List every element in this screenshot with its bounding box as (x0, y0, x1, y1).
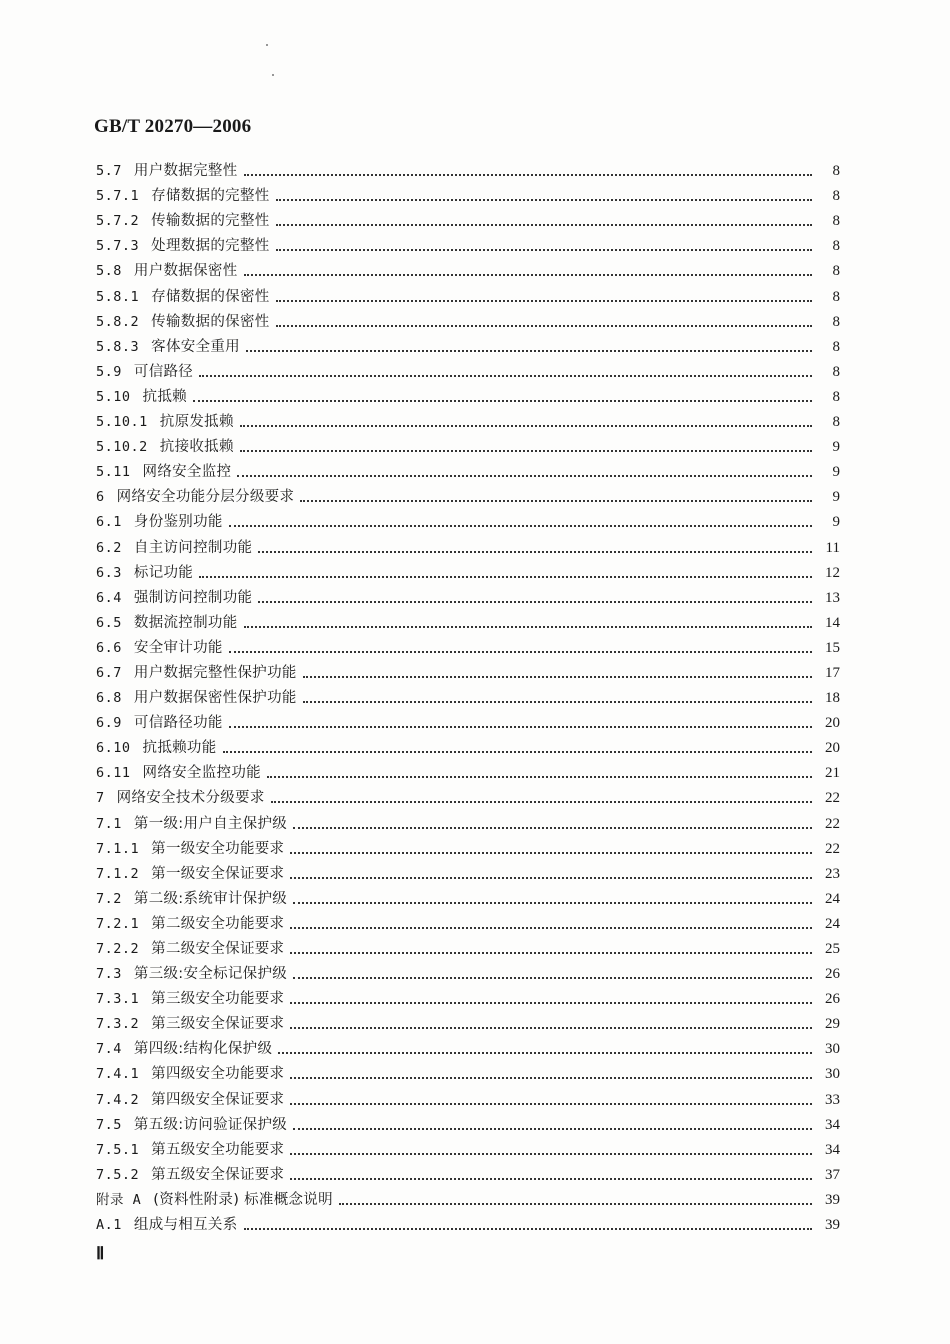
toc-dot-leader (290, 852, 812, 854)
toc-entry-page: 8 (832, 213, 840, 230)
toc-entry-number: 6.10 (96, 740, 131, 757)
toc-entry-page: 26 (825, 991, 840, 1008)
toc-dot-leader (223, 751, 812, 753)
toc-entry-title: 第四级安全保证要求 (151, 1091, 285, 1108)
toc-entry-page: 33 (825, 1091, 840, 1108)
toc-dot-leader (258, 551, 812, 553)
toc-entry-page: 34 (825, 1141, 840, 1158)
toc-entry-title: 传输数据的完整性 (151, 213, 270, 230)
toc-entry-title: 可信路径功能 (133, 715, 223, 732)
toc-entry-page: 24 (825, 890, 840, 907)
toc-entry-number: 5.8.2 (96, 313, 140, 330)
toc-entry-number: 5.8.1 (96, 288, 140, 305)
toc-entry-page: 17 (825, 664, 840, 681)
toc-entry-number: 5.7 (96, 163, 122, 180)
toc-dot-leader (293, 1128, 812, 1130)
toc-entry-title: 第四级安全功能要求 (151, 1066, 285, 1083)
toc-entry-number: 6.4 (96, 589, 122, 606)
toc-entry-title: 抗抵赖功能 (142, 740, 217, 757)
toc-entry-title: 第五级安全功能要求 (151, 1141, 285, 1158)
toc-dot-leader (246, 350, 812, 352)
toc-entry (96, 431, 840, 456)
toc-entry (96, 682, 840, 707)
toc-entry (96, 456, 840, 481)
toc-entry-number: 6.11 (96, 765, 131, 782)
toc-entry-page: 8 (832, 338, 840, 355)
toc-entry (96, 908, 840, 933)
toc-dot-leader (199, 576, 812, 578)
toc-dot-leader (276, 300, 812, 302)
toc-entry-page: 20 (825, 715, 840, 732)
toc-entry-number: 7.4 (96, 1041, 122, 1058)
toc-dot-leader (290, 1178, 812, 1180)
standard-number: GB/T 20270—2006 (94, 116, 252, 137)
toc-entry-number: 6.3 (96, 564, 122, 581)
toc-dot-leader (244, 626, 813, 628)
toc-entry-number: 5.7.1 (96, 188, 140, 205)
toc-dot-leader (244, 274, 813, 276)
toc-entry-title: 第一级安全保证要求 (151, 865, 285, 882)
toc-entry (96, 983, 840, 1008)
toc-dot-leader (244, 174, 813, 176)
toc-entry (96, 607, 840, 632)
toc-entry-page: 11 (825, 539, 840, 556)
toc-entry-number: 5.7.2 (96, 213, 140, 230)
toc-entry-page: 22 (825, 840, 840, 857)
toc-entry-number: 7.2.1 (96, 915, 140, 932)
toc-entry-page: 13 (825, 589, 840, 606)
page-numeral: Ⅱ (96, 1244, 105, 1263)
toc-dot-leader (271, 801, 812, 803)
toc-entry (96, 858, 840, 883)
toc-entry (96, 1109, 840, 1134)
toc-dot-leader (300, 500, 812, 502)
toc-dot-leader (290, 952, 812, 954)
toc-entry-title: 用户数据保密性保护功能 (133, 690, 297, 707)
toc-dot-leader (240, 450, 812, 452)
toc-entry (96, 230, 840, 255)
toc-entry-page: 8 (832, 313, 840, 330)
toc-entry-title: 传输数据的保密性 (151, 313, 270, 330)
toc-dot-leader (258, 601, 812, 603)
toc-entry-title: 处理数据的完整性 (151, 238, 270, 255)
toc-entry (96, 205, 840, 230)
toc-entry-title: 第二级安全功能要求 (151, 915, 285, 932)
toc-entry (96, 180, 840, 205)
toc-entry-number: 7.1.1 (96, 840, 140, 857)
toc-entry (96, 1184, 840, 1209)
toc-entry-number: 5.10 (96, 388, 131, 405)
toc-entry-page: 9 (832, 514, 840, 531)
toc-entry-number: 6.6 (96, 639, 122, 656)
toc-entry-number: 6.5 (96, 614, 122, 631)
toc-entry (96, 1209, 840, 1234)
toc-entry-title: 用户数据完整性保护功能 (133, 664, 297, 681)
toc-entry (96, 807, 840, 832)
toc-entry-title: 第三级:安全标记保护级 (133, 966, 288, 983)
toc-entry-page: 23 (825, 865, 840, 882)
toc-dot-leader (293, 827, 812, 829)
toc-entry (96, 782, 840, 807)
toc-entry-number: 7.4.1 (96, 1066, 140, 1083)
toc-entry-title: 强制访问控制功能 (133, 589, 253, 606)
toc-dot-leader (244, 1228, 813, 1230)
toc-entry-title: 第二级安全保证要求 (151, 941, 285, 957)
toc-entry (96, 481, 840, 506)
toc-dot-leader (293, 902, 812, 904)
toc-entry-number: 7.4.2 (96, 1091, 140, 1108)
toc-entry-number: 7.1 (96, 815, 122, 832)
toc-entry-page: 8 (832, 238, 840, 255)
toc-dot-leader (193, 400, 812, 402)
toc-entry-title: 网络安全功能分层分级要求 (116, 489, 295, 506)
toc-entry-page: 20 (825, 740, 840, 757)
toc-entry-title: 存储数据的完整性 (151, 188, 270, 205)
toc-entry-title: 安全审计功能 (133, 639, 223, 656)
toc-entry-title: 第三级安全保证要求 (151, 1016, 285, 1033)
toc-dot-leader (237, 475, 812, 477)
toc-dot-leader (276, 224, 812, 226)
toc-entry (96, 255, 840, 280)
toc-entry-title: 第五级:访问验证保护级 (133, 1116, 288, 1133)
toc-entry-title: 用户数据完整性 (133, 163, 238, 180)
toc-entry (96, 833, 840, 858)
toc-dot-leader (240, 425, 812, 427)
toc-entry-page: 22 (825, 790, 840, 807)
toc-entry-number: 7 (96, 790, 105, 807)
toc-entry-number: 6.1 (96, 514, 122, 531)
toc-entry-title: 数据流控制功能 (133, 614, 238, 631)
toc-entry (96, 155, 840, 180)
toc-dot-leader (339, 1203, 812, 1205)
toc-entry-number: 6.8 (96, 690, 122, 707)
toc-dot-leader (303, 676, 812, 678)
toc-entry-number: 5.10.2 (96, 439, 148, 456)
toc-entry-title: 第四级:结构化保护级 (133, 1041, 273, 1058)
toc-entry-title: 组成与相互关系 (133, 1217, 238, 1234)
toc-entry-title: 抗抵赖 (142, 388, 187, 405)
toc-dot-leader (276, 325, 812, 327)
toc-entry-page: 15 (825, 639, 840, 656)
toc-entry-page: 22 (825, 815, 840, 832)
toc-entry-title: 第二级:系统审计保护级 (133, 890, 288, 907)
toc-dot-leader (267, 776, 812, 778)
toc-dot-leader (229, 726, 812, 728)
toc-dot-leader (290, 1103, 812, 1105)
toc-entry-page: 9 (832, 464, 840, 481)
scan-speck (266, 44, 268, 46)
toc-entry-number: 7.2.2 (96, 941, 140, 957)
toc-dot-leader (290, 1027, 812, 1029)
toc-entry (96, 933, 840, 958)
toc-entry-number: 6.7 (96, 664, 122, 681)
toc-dot-leader (303, 701, 812, 703)
toc-entry (96, 1134, 840, 1159)
toc-entry (96, 732, 840, 757)
toc-entry-page: 25 (825, 941, 840, 957)
toc-entry-title: 标记功能 (133, 564, 194, 581)
toc-entry-title: 第三级安全功能要求 (151, 991, 285, 1008)
toc-entry (96, 506, 840, 531)
toc-entry-title: 第五级安全保证要求 (151, 1166, 285, 1183)
toc-dot-leader (276, 199, 812, 201)
toc-entry (96, 306, 840, 331)
toc-entry-title: 客体安全重用 (151, 338, 240, 355)
toc-entry-page: 8 (832, 288, 840, 305)
toc-entry-page: 29 (825, 1016, 840, 1033)
toc-entry-page: 14 (825, 614, 840, 631)
toc-entry-title: 存储数据的保密性 (151, 288, 270, 305)
toc-dot-leader (199, 375, 812, 377)
toc-entry-title: 抗原发抵赖 (159, 414, 234, 431)
toc-entry (96, 531, 840, 556)
toc-entry-title: 网络安全监控 (142, 464, 232, 481)
toc-entry (96, 582, 840, 607)
toc-entry (96, 1083, 840, 1108)
toc-entry (96, 557, 840, 582)
toc-entry-number: 5.8 (96, 263, 122, 280)
toc-entry (96, 1058, 840, 1083)
toc-entry-page: 9 (832, 439, 840, 456)
toc-entry-page: 8 (832, 414, 840, 431)
toc-dot-leader (290, 1002, 812, 1004)
toc-entry-title: 身份鉴别功能 (133, 514, 223, 531)
toc-dot-leader (278, 1052, 812, 1054)
scan-speck (272, 74, 274, 76)
toc-entry-title: 可信路径 (133, 363, 194, 380)
toc-entry (96, 280, 840, 305)
toc-entry (96, 356, 840, 381)
toc-entry-page: 8 (832, 263, 840, 280)
toc-entry-title: 第一级:用户自主保护级 (133, 815, 288, 832)
toc-entry-page: 26 (825, 966, 840, 983)
toc-entry-number: A.1 (96, 1217, 122, 1234)
toc-entry-page: 8 (832, 388, 840, 405)
toc-dot-leader (290, 877, 812, 879)
toc-entry-title: 网络安全技术分级要求 (116, 790, 265, 807)
toc-entry-number: 7.5.1 (96, 1141, 140, 1158)
toc-entry (96, 331, 840, 356)
toc-dot-leader (276, 249, 812, 251)
toc-entry-number: 5.11 (96, 464, 131, 481)
toc-entry-number: 7.3.1 (96, 991, 140, 1008)
toc-dot-leader (290, 1077, 812, 1079)
toc-entry-number: 6 (96, 489, 105, 506)
toc-entry-page: 30 (825, 1066, 840, 1083)
toc-entry-page: 9 (832, 489, 840, 506)
toc-entry (96, 381, 840, 406)
toc-entry-number: 7.1.2 (96, 865, 140, 882)
toc-entry (96, 657, 840, 682)
toc-entry (96, 1008, 840, 1033)
toc-entry (96, 958, 840, 983)
toc-entry-number: 6.9 (96, 715, 122, 732)
toc-dot-leader (229, 525, 812, 527)
toc-entry-number: 5.9 (96, 363, 122, 380)
toc-dot-leader (229, 651, 812, 653)
toc-dot-leader (293, 977, 812, 979)
toc-entry (96, 406, 840, 431)
toc-entry-page: 8 (832, 188, 840, 205)
toc-entry-title: 自主访问控制功能 (133, 539, 253, 556)
toc-entry-number: 5.7.3 (96, 238, 140, 255)
toc-entry-number: 6.2 (96, 539, 122, 556)
toc-entry-number: 7.5.2 (96, 1166, 140, 1183)
toc-entry-number: 7.2 (96, 890, 122, 907)
toc-entry-page: 30 (825, 1041, 840, 1058)
toc-entry-page: 8 (832, 163, 840, 180)
toc-entry (96, 1033, 840, 1058)
toc-dot-leader (290, 927, 812, 929)
toc-entry (96, 632, 840, 657)
toc-entry-page: 12 (825, 564, 840, 581)
toc-entry-number: 5.8.3 (96, 338, 140, 355)
toc-entry-page: 21 (825, 765, 840, 782)
toc-entry (96, 1159, 840, 1184)
toc-entry-title: 抗接收抵赖 (159, 439, 234, 456)
toc-entry-page: 37 (825, 1166, 840, 1183)
toc-entry-page: 8 (832, 363, 840, 380)
toc-entry-page: 39 (825, 1191, 840, 1208)
toc-entry-number: 7.5 (96, 1116, 122, 1133)
toc-entry-title: (资料性附录) 标准概念说明 (153, 1191, 333, 1208)
toc-entry-number: 5.10.1 (96, 414, 148, 431)
toc-entry-title: 第一级安全功能要求 (151, 840, 285, 857)
toc-entry-title: 网络安全监控功能 (142, 765, 261, 782)
toc-entry-page: 24 (825, 915, 840, 932)
toc-entry-page: 18 (825, 690, 840, 707)
toc-entry (96, 883, 840, 908)
toc-entry-title: 用户数据保密性 (133, 263, 238, 280)
toc-entry (96, 707, 840, 732)
table-of-contents (96, 155, 840, 1234)
toc-entry-number: 7.3.2 (96, 1016, 140, 1033)
toc-entry-page: 39 (825, 1217, 840, 1234)
toc-entry-number: 附录 A (96, 1191, 142, 1208)
toc-entry (96, 757, 840, 782)
toc-dot-leader (290, 1153, 812, 1155)
toc-entry-number: 7.3 (96, 966, 122, 983)
toc-entry-page: 34 (825, 1116, 840, 1133)
